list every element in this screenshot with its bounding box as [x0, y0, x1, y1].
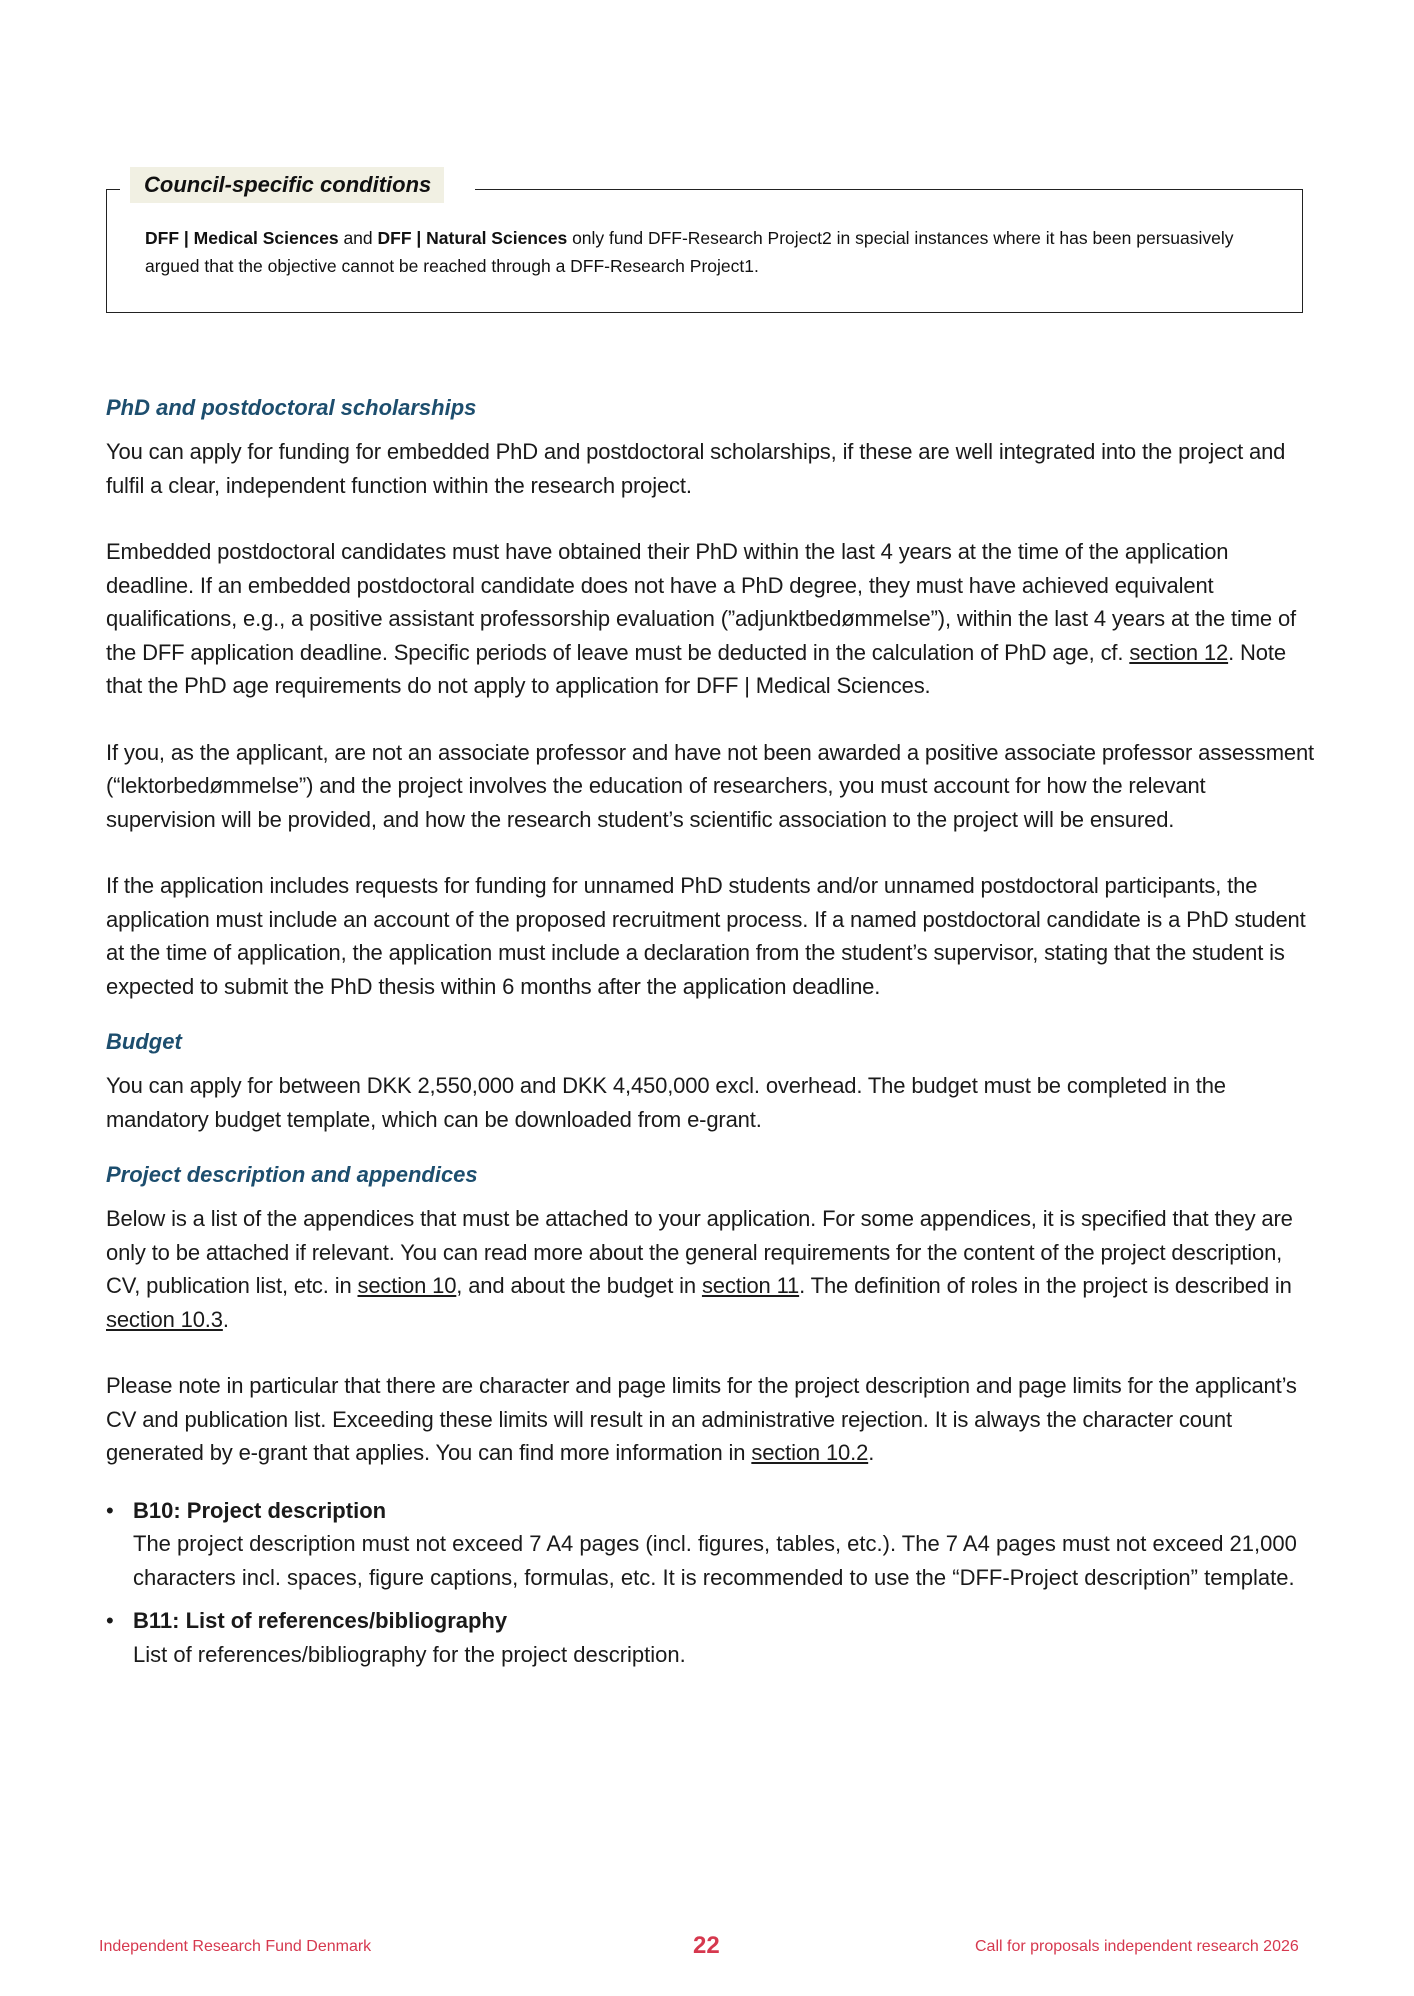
main-content [106, 393, 1321, 1681]
budget-paragraph: You can apply for between DKK 2,550,000 and DKK 4,450,000 excl. overhead. The budget must be completed in the mandatory budget template, which can be downloaded from e-grant. [106, 1073, 1226, 1132]
footer-document-title: Call for proposals independent research 2026 [975, 1938, 1299, 1955]
section-12-link[interactable]: section 12 [1129, 639, 1229, 665]
appendix-description: List of references/bibliography for the project description. [133, 1641, 686, 1667]
council-conditions-text: DFF | Medical Sciences and DFF | Natural Sciences only fund DFF-Research Project2 in special instances where it has been persuasively argued that the objective cannot be reached through a DFF-Research Project1. [145, 228, 1234, 276]
footer-organization: Independent Research Fund Denmark [99, 1938, 372, 1955]
section-10-2-link[interactable]: section 10.2 [751, 1440, 869, 1465]
appendices-list [106, 1494, 1321, 1672]
phd-paragraph-2: Embedded postdoctoral candidates must have obtained their PhD within the last 4 years at the time of the application deadline. If an embedded postdoctoral candidate does not have a PhD degree, they must have achieved equivalent qualifications, e.g., a positive assistant professorship evaluation (”adjunktbedømmelse”), within the last 4 years at the time of the DFF application deadline. Specific periods of leave must be deducted in the calculation of PhD age, cf. section 12. Note that the PhD age requirements do not apply to application for DFF | Medical Sciences. [106, 539, 1297, 698]
appendix-item-b10 [106, 1494, 1321, 1595]
section-10-3-link[interactable]: section 10.3 [106, 1306, 223, 1332]
appendix-title: B10: Project description [133, 1497, 387, 1523]
section-10-link[interactable]: section 10 [357, 1273, 457, 1298]
appendix-title: B11: List of references/bibliography [133, 1608, 508, 1633]
council-conditions-label: Council-specific conditions [130, 167, 444, 203]
budget-heading: Budget [106, 1029, 182, 1054]
project-paragraph-1: Below is a list of the appendices that must be attached to your application. For some appendices, it is specified that they are only to be attached if relevant. You can read more about the general requirements for the content of the project description, CV, publication list, etc. in section 10, and about the budget in section 11. The definition of roles in the project is described in section 10.3. [106, 1206, 1293, 1332]
phd-paragraph-4: If the application includes requests for funding for unnamed PhD students and/or unnamed postdoctoral participants, the application must include an account of the proposed recruitment process. If a named postdoctoral candidate is a PhD student at the time of application, the application must include a declaration from the student’s supervisor, stating that the student is expected to submit the PhD thesis within 6 months after the application deadline. [106, 873, 1306, 999]
appendix-description: The project description must not exceed 7 A4 pages (incl. figures, tables, etc.). The 7 A4 pages must not exceed 21,000 characters incl. spaces, figure captions, formulas, etc. It is recommended to use the “DFF-Project description” template. [133, 1531, 1297, 1590]
project-paragraph-2: Please note in particular that there are character and page limits for the project description and page limits for the applicant’s CV and publication list. Exceeding these limits will result in an administrative rejection. It is always the character count generated by e-grant that applies. You can find more information in section 10.2. [106, 1373, 1297, 1465]
appendix-item-b11 [106, 1604, 1321, 1671]
project-heading: Project description and appendices [106, 1162, 478, 1187]
phd-paragraph-1: You can apply for funding for embedded PhD and postdoctoral scholarships, if these are well integrated into the project and fulfil a clear, independent function within the research project. [106, 439, 1286, 498]
phd-heading: PhD and postdoctoral scholarships [106, 395, 477, 420]
phd-paragraph-3: If you, as the applicant, are not an associate professor and have not been awarded a positive associate professor assessment (“lektorbedømmelse”) and the project involves the education of researchers, you must account for how the relevant supervision will be provided, and how the research student’s scientific association to the project will be ensured. [106, 739, 1315, 832]
council-bold-natural: DFF | Natural Sciences [377, 228, 568, 248]
council-bold-medical: DFF | Medical Sciences [145, 228, 339, 248]
bullet-icon: • [106, 1608, 114, 1633]
bullet-icon: • [106, 1497, 114, 1523]
section-11-link[interactable]: section 11 [701, 1273, 800, 1298]
page-number: 22 [693, 1932, 720, 1959]
